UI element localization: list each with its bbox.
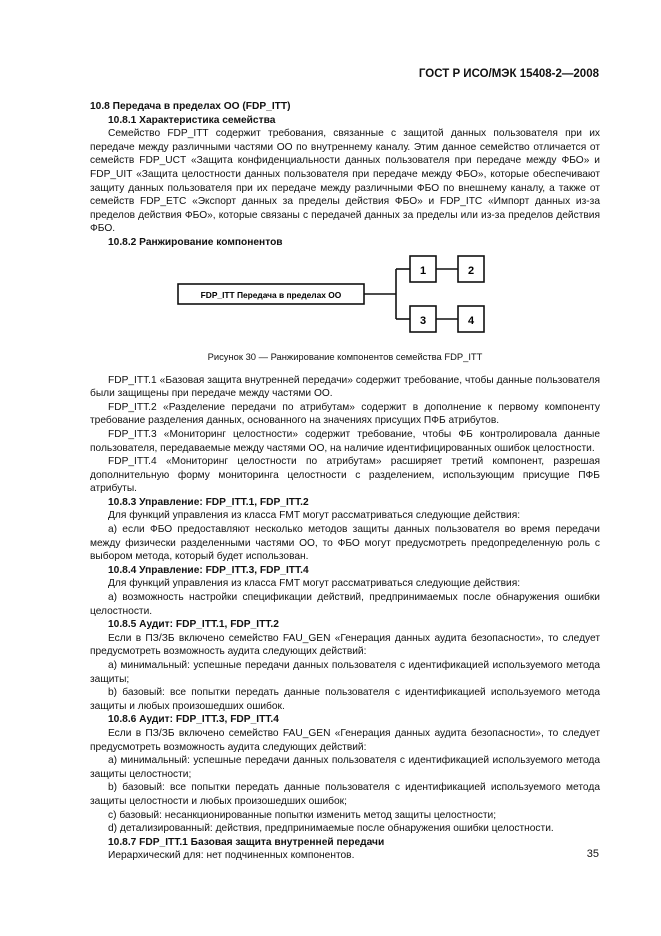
section-heading-10-8: 10.8 Передача в пределах ОО (FDP_ITT) (90, 101, 291, 112)
list-item: b) базовый: все попытки передать данные пользователя с идентификацией используемого метода защиты целостности и любых произошедших ошибок; (90, 782, 600, 807)
list-item: d) детализированный: действия, предпринимаемые после обнаружения ошибки целостности. (108, 823, 554, 835)
management-intro: Для функций управления из класса FMT могут рассматриваться следующие действия: (108, 578, 521, 590)
section-heading-10-8-1: 10.8.1 Характеристика семейства (108, 114, 276, 126)
audit-intro: Если в ПЗ/ЗБ включено семейство FAU_GEN «Генерация данных аудита безопасности», то следует предусмотреть возможность аудита следующих действий: (90, 727, 600, 753)
family-box-label: FDP_ITT Передача в пределах ОО (200, 289, 342, 300)
node-1-label: 1 (419, 264, 427, 277)
section-heading-10-8-6: 10.8.6 Аудит: FDP_ITT.3, FDP_ITT.4 (108, 714, 279, 726)
component-description: FDP_ITT.3 «Мониторинг целостности» содержит требование, чтобы ФБ контролировала данные пользователя, передаваемые между частями ОО, на наличие идентифицированных ошибок целостности. (90, 428, 600, 454)
hierarchy-text: Иерархический для: нет подчиненных компонентов. (108, 850, 355, 862)
list-item: c) базовый: несанкционированные попытки изменить метод защиты целостности; (108, 809, 497, 821)
leveling-diagram (90, 254, 600, 346)
page-content (90, 100, 600, 863)
node-2-label: 2 (467, 264, 475, 277)
list-item: а) возможность настройки спецификации действий, предпринимаемых после обнаружения ошибки целостности. (90, 592, 600, 617)
component-description: FDP_ITT.4 «Мониторинг целостности по атрибутам» расширяет третий компонент, разрешая дополнительную форму мониторинга целостности с разделением, использующим присущие ПФБ атрибуты. (90, 456, 600, 495)
management-intro: Для функций управления из класса FMT могут рассматриваться следующие действия: (108, 510, 521, 522)
section-heading-10-8-5: 10.8.5 Аудит: FDP_ITT.1, FDP_ITT.2 (108, 619, 279, 631)
node-3-label: 3 (419, 314, 427, 327)
section-heading-10-8-7: 10.8.7 FDP_ITT.1 Базовая защита внутренней передачи (108, 836, 385, 848)
list-item: а) если ФБО предоставляют несколько методов защиты данных пользователя во время передачи между физически разделенными частями ОО, то ФБО могут предусмотреть предопределенную роль с выбором метода, который будет использован. (90, 524, 600, 563)
list-item: а) минимальный: успешные передачи данных пользователя с идентификацией используемого метода защиты целостности; (90, 755, 600, 780)
section-heading-10-8-4: 10.8.4 Управление: FDP_ITT.3, FDP_ITT.4 (108, 564, 309, 576)
list-item: а) минимальный: успешные передачи данных пользователя с идентификацией используемого метода защиты; (90, 660, 600, 685)
node-4-label: 4 (467, 314, 475, 327)
section-heading-10-8-2: 10.8.2 Ранжирование компонентов (108, 236, 283, 248)
component-description: FDP_ITT.1 «Базовая защита внутренней передачи» содержит требование, чтобы данные пользователя были защищены при передаче между частями ОО. (90, 374, 600, 400)
figure-caption: Рисунок 30 — Ранжирование компонентов семейства FDP_ITT (207, 350, 483, 362)
page-number: 35 (586, 848, 599, 860)
family-characteristic-text: Семейство FDP_ITT содержит требования, связанные с защитой данных пользователя при их передаче между различными частями ОО по внутреннему каналу. Этим данное семейство отличается от семейств FDP_UCT «Защита конфиденциальности данных пользователя при передаче между ФБО» и FDP_UIT «Защита целостности данных пользователя при передаче между ФБО», которые обеспечивают защиту данных пользователя при их передаче между различными ФБО по внешнему каналу, а также от семейств FDP_ETC «Экспорт данных за пределы действия ФБО» и FDP_ITC «Импорт данных из-за пределов действия ФБО», которые связаны с передачей данных за пределы или из-за пределов действия ФБО. (90, 128, 600, 235)
component-description: FDP_ITT.2 «Разделение передачи по атрибутам» содержит в дополнение к первому компоненту требование разделения данных, основанного на значениях присущих ПФБ атрибутов. (90, 401, 600, 427)
list-item: b) базовый: все попытки передать данные пользователя с идентификацией используемого метода защиты и любых произошедших ошибок. (90, 687, 600, 712)
audit-intro: Если в ПЗ/ЗБ включено семейство FAU_GEN «Генерация данных аудита безопасности», то следует предусмотреть возможность аудита следующих действий: (90, 632, 600, 658)
document-header: ГОСТ Р ИСО/МЭК 15408-2—2008 (418, 68, 599, 80)
component-leveling-figure (90, 254, 600, 366)
section-heading-10-8-3: 10.8.3 Управление: FDP_ITT.1, FDP_ITT.2 (108, 496, 309, 508)
